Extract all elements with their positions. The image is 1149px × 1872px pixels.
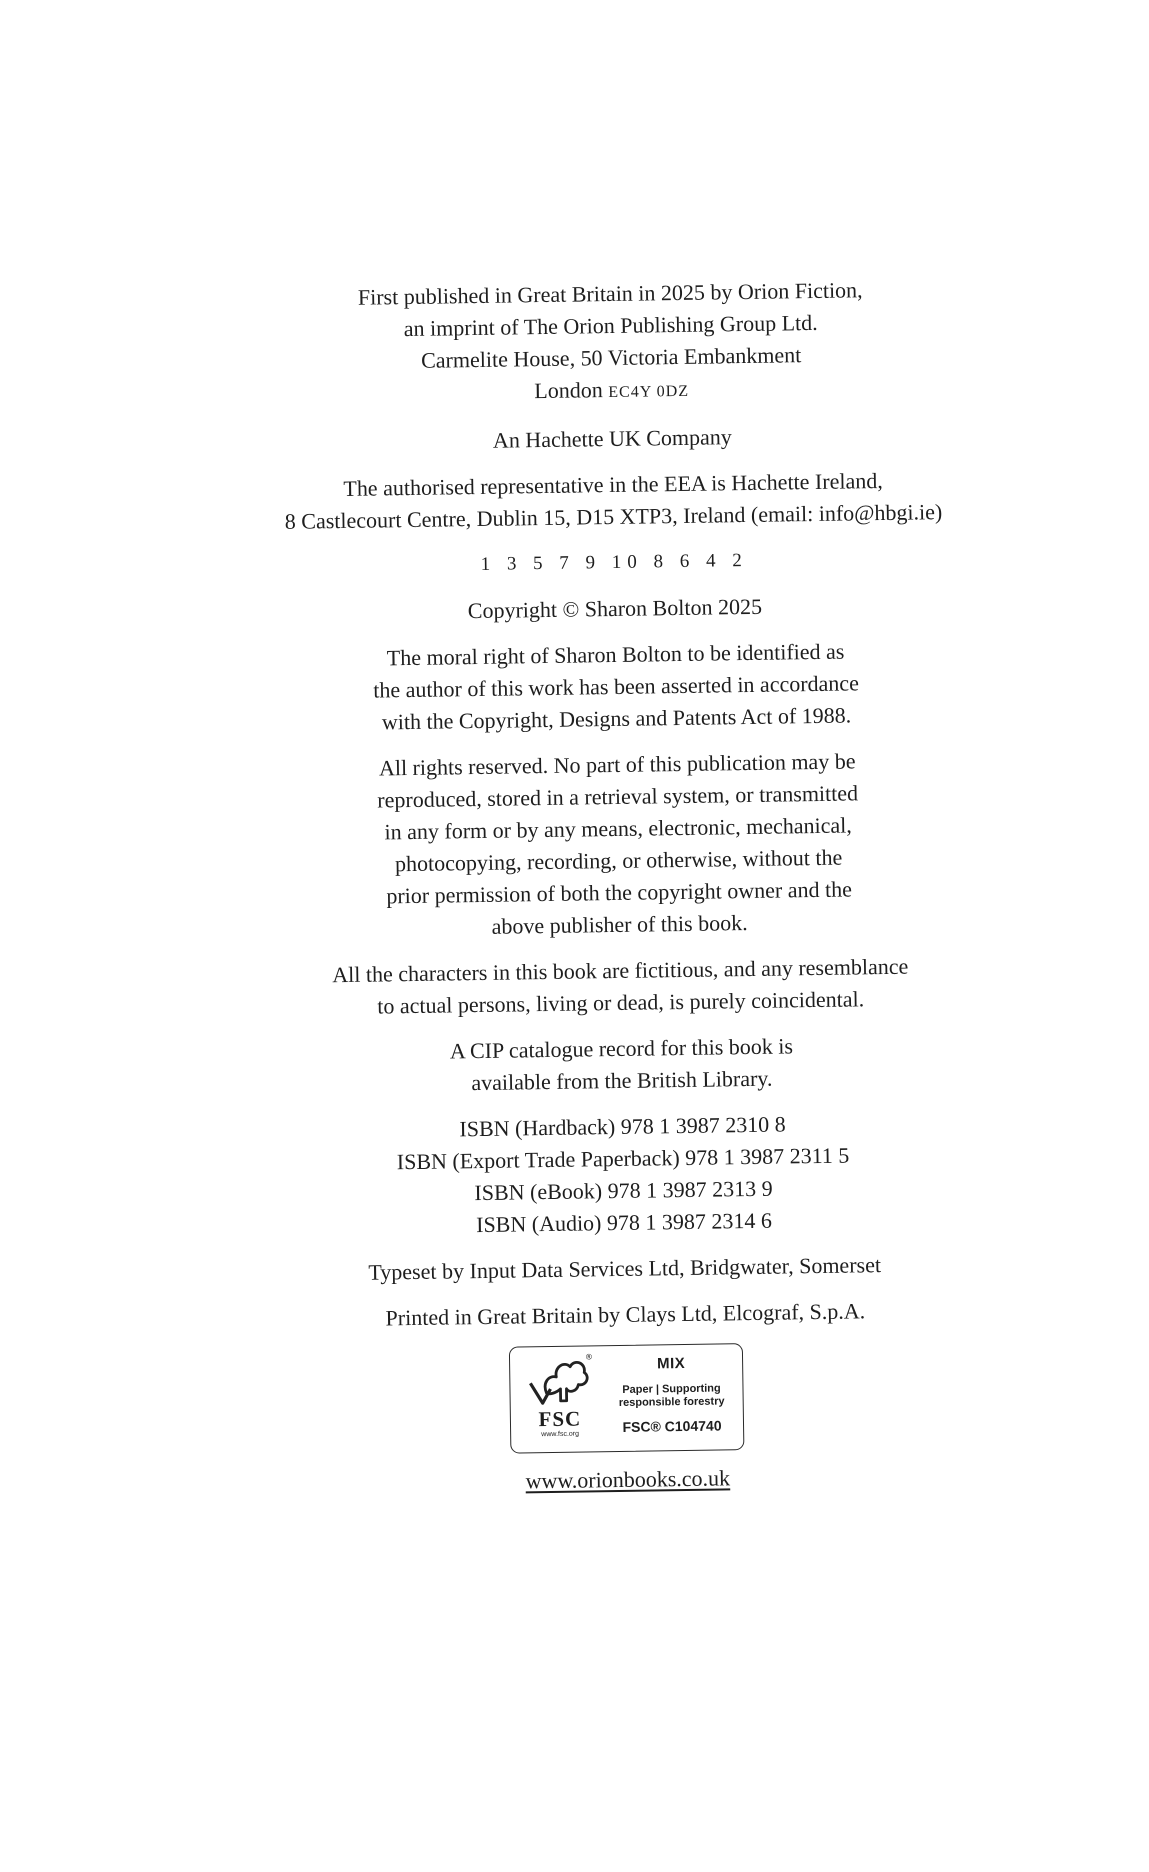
publisher-line: First published in Great Britain in 2025 by Orion Fiction, [357,277,863,310]
printed-block [195,1293,1055,1338]
fsc-letters: FSC [538,1406,582,1432]
printed-line: Printed in Great Britain by Clays Ltd, Elcograf, S.p.A. [385,1298,866,1331]
registered-mark: ® [585,1352,592,1362]
fiction-disclaimer-block [190,949,1051,1026]
print-line-block [184,541,1044,586]
rights-line: photocopying, recording, or otherwise, without the [394,844,843,877]
website-link[interactable]: www.orionbooks.co.uk [525,1465,731,1494]
moral-right-line: The moral right of Sharon Bolton to be identified as [386,638,845,671]
disclaimer-line: to actual persons, living or dead, is purely coincidental. [377,986,865,1019]
fsc-logo [509,1343,745,1453]
representative-block [183,463,1044,540]
typeset-line: Typeset by Input Data Services Ltd, Bridgwater, Somerset [368,1252,882,1285]
isbn-line: ISBN (eBook) 978 1 3987 2313 9 [474,1175,773,1206]
fsc-logo-mark [516,1352,603,1445]
print-line: 1 3 5 7 9 10 8 6 4 2 [480,549,748,575]
representative-line: The authorised representative in the EEA is Hachette Ireland, [343,467,883,501]
publisher-block [180,272,1042,416]
isbn-line: ISBN (Hardback) 978 1 3987 2310 8 [459,1111,786,1142]
cip-block [191,1027,1052,1104]
company-line: An Hachette UK Company [492,424,732,453]
representative-line: 8 Castlecourt Centre, Dublin 15, D15 XTP3, Ireland (email: info@hbgi.ie) [284,499,943,534]
company-block [182,417,1042,462]
moral-right-block [185,633,1046,742]
isbn-line: ISBN (Export Trade Paperback) 978 1 3987 2311 5 [396,1142,850,1175]
postcode: EC4Y 0DZ [608,382,690,402]
cip-line: available from the British Library. [471,1065,773,1096]
moral-right-line: with the Copyright, Designs and Patents Act of 1988. [381,702,852,735]
typeset-block [195,1247,1055,1292]
rights-line: reproduced, stored in a retrieval system, or transmitted [377,780,859,813]
copyright-line: Copyright © Sharon Bolton 2025 [467,593,763,624]
rights-line: prior permission of both the copyright owner and the [386,876,853,909]
rights-reserved-block [187,743,1050,948]
rights-line: above publisher of this book. [491,910,748,939]
isbn-line: ISBN (Audio) 978 1 3987 2314 6 [475,1207,773,1238]
fsc-site: www.fsc.org [541,1430,580,1439]
publisher-line: an imprint of The Orion Publishing Group Ltd. [403,309,818,342]
fsc-desc-line: responsible forestry [618,1395,725,1409]
isbn-block [192,1105,1054,1246]
copyright-block [185,587,1045,632]
rights-line: in any form or by any means, electronic, mechanical, [384,812,852,845]
imprint-text [180,272,1058,1517]
moral-right-line: the author of this work has been asserted in accordance [373,670,860,703]
fsc-mix: MIX [656,1355,686,1373]
cip-line: A CIP catalogue record for this book is [449,1033,794,1064]
fsc-tree-icon [526,1352,593,1411]
publisher-line: Carmelite House, 50 Victoria Embankment [420,342,802,373]
city: London [534,377,609,404]
fsc-desc-line: Paper | Supporting [622,1382,721,1396]
website-block [198,1457,1058,1502]
rights-line: All rights reserved. No part of this publication may be [378,748,856,781]
fsc-code: FSC® C104740 [622,1417,722,1435]
fsc-label [606,1354,737,1436]
disclaimer-line: All the characters in this book are fictitious, and any resemblance [332,953,909,988]
